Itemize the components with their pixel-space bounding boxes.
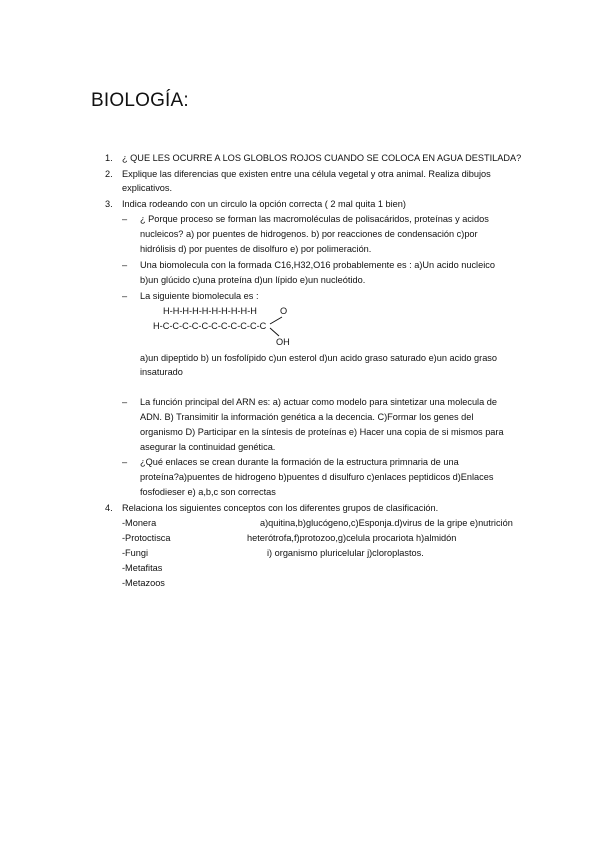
question-3d-line: organismo D) Participar en la síntesis de proteínas e) Hacer una copia de si mismos para bbox=[140, 427, 504, 437]
question-4-number: 4. bbox=[105, 503, 113, 513]
molecule-hydroxyl-label: OH bbox=[276, 337, 290, 347]
question-3b-line: Una biomolecula con la formada C16,H32,O16 probablemente es : a)Un acido nucleico bbox=[140, 260, 495, 270]
classification-concepts: a)quitina,b)glucógeno,c)Esponja.d)virus de la gripe e)nutrición bbox=[260, 518, 513, 528]
question-3d-line: La función principal del ARN es: a) actuar como modelo para sintetizar una molecula de bbox=[140, 397, 497, 407]
classification-group: -Protoctisca bbox=[122, 533, 171, 543]
bullet-dash: – bbox=[122, 291, 128, 301]
question-1-number: 1. bbox=[105, 153, 113, 163]
question-3-number: 3. bbox=[105, 199, 113, 209]
molecule-carbon-chain: H-C-C-C-C-C-C-C-C-C-C-C bbox=[153, 321, 267, 331]
question-3b-line: b)un glúcido c)una proteína d)un lípido e)un nucleótido. bbox=[140, 275, 366, 285]
bullet-dash: – bbox=[122, 397, 128, 407]
question-2-line: explicativos. bbox=[122, 183, 173, 193]
question-3e-line: ¿Qué enlaces se crean durante la formación de la estructura primnaria de una bbox=[140, 457, 459, 467]
question-3c-answers: a)un dipeptido b) un fosfolípido c)un esterol d)un acido graso saturado e)un acido graso bbox=[140, 353, 498, 363]
question-3a-line: hidrólisis d) por puentes de disolfuro e) por polimeración. bbox=[140, 244, 372, 254]
classification-group: -Monera bbox=[122, 518, 157, 528]
bullet-dash: – bbox=[122, 260, 128, 270]
question-3d-line: ADN. B) Transimitir la información genética a la decencia. C)Formar los genes del bbox=[140, 412, 474, 422]
question-3a-line: ¿ Porque proceso se forman las macromoléculas de polisacáridos, proteínas y acidos bbox=[140, 214, 489, 224]
bullet-dash: – bbox=[122, 214, 128, 224]
question-2-number: 2. bbox=[105, 169, 113, 179]
question-3-intro: Indica rodeando con un circulo la opción correcta ( 2 mal quita 1 bien) bbox=[122, 199, 406, 209]
classification-group: -Fungi bbox=[122, 548, 149, 558]
classification-group: -Metazoos bbox=[122, 578, 165, 588]
page-title: BIOLOGÍA: bbox=[91, 90, 189, 111]
question-1-text: ¿ QUE LES OCURRE A LOS GLOBLOS ROJOS CUANDO SE COLOCA EN AGUA DESTILADA? bbox=[122, 153, 522, 163]
question-3e-line: proteína?a)puentes de hidrogeno b)puentes d disulfuro c)enlaces peptidicos d)Enlaces bbox=[140, 472, 494, 482]
question-3c-intro: La siguiente biomolecula es : bbox=[140, 291, 259, 301]
question-3d-line: asegurar la continuidad genética. bbox=[140, 442, 276, 452]
bullet-dash: – bbox=[122, 457, 128, 467]
question-3c-answers: insaturado bbox=[140, 367, 183, 377]
molecule-oxygen-label: O bbox=[280, 306, 288, 316]
question-3a-line: nucleicos? a) por puentes de hidrogenos. b) por reacciones de condensación c)por bbox=[140, 229, 478, 239]
question-2-line: Explique las diferencias que existen entre una célula vegetal y otra animal. Realiza dibujos bbox=[122, 169, 491, 179]
question-4-intro: Relaciona los siguientes conceptos con los diferentes grupos de clasificación. bbox=[122, 503, 439, 513]
question-3e-line: fosfodieser e) a,b,c son correctas bbox=[140, 487, 276, 497]
molecule-hydrogen-row: H-H-H-H-H-H-H-H-H-H bbox=[163, 306, 257, 316]
classification-concepts: heterótrofa,f)protozoo,g)celula procariota h)almidón bbox=[247, 533, 457, 543]
classification-group: -Metafitas bbox=[122, 563, 163, 573]
classification-concepts: i) organismo pluricelular j)cloroplastos. bbox=[267, 548, 424, 558]
